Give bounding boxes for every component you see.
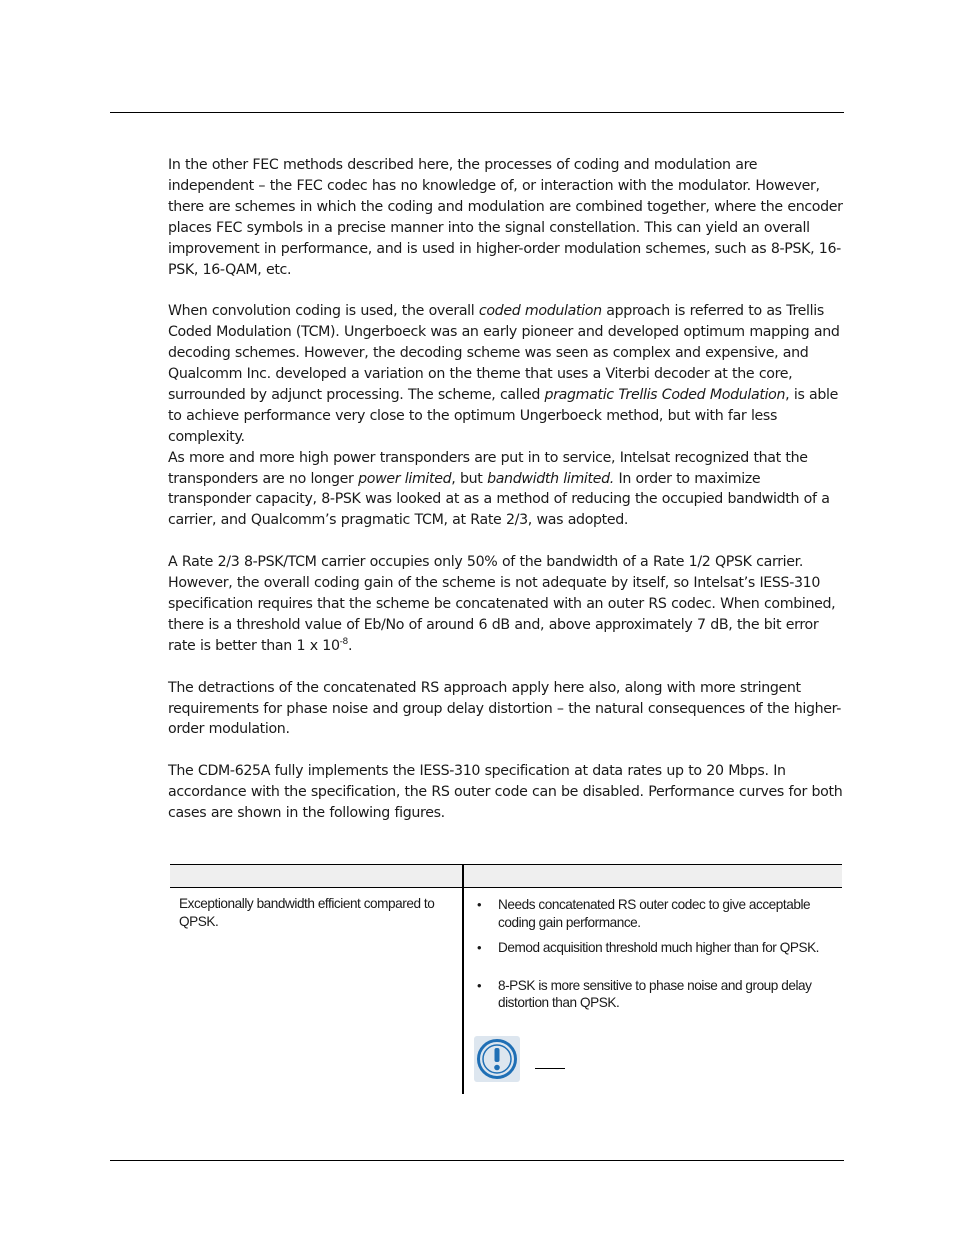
emphasis-pragmatic-tcm: pragmatic Trellis Coded Modulation xyxy=(544,386,786,403)
text-run: When convolution coding is used, the overall xyxy=(168,303,479,320)
text-run: , but xyxy=(451,470,488,487)
text-run: , is able to achieve performance very close to the optimum Ungerboeck method, but with far less complexity. xyxy=(168,386,839,445)
paragraph-tcm xyxy=(168,301,844,447)
table-header-row xyxy=(170,864,842,888)
advantages-cell: Exceptionally bandwidth efficient compared to QPSK. xyxy=(179,896,435,929)
paragraph-intelsat xyxy=(168,448,844,532)
text-run: As more and more high power transponders are put in to service, Intelsat recognized that the transponders are no longer xyxy=(168,449,808,487)
text-run: A Rate 2/3 8-PSK/TCM carrier occupies only 50% of the bandwidth of a Rate 1/2 QPSK carrier. However, the overall coding gain of the scheme is not adequate by itself, so Intelsat’s IESS-310 specification requires that the scheme be concatenated with an outer RS codec. When combined, there is a threshold value of Eb/No of around 6 dB and, above approximately 7 dB, the bit error rate is better than 1 x 10 xyxy=(168,554,836,654)
table-column-divider xyxy=(462,864,464,1094)
paragraph-cdm625a: The CDM-625A fully implements the IESS-310 specification at data rates up to 20 Mbps. In accordance with the specification, the RS outer code can be disabled. Performance curves for both cases are shown in the following figures. xyxy=(168,763,843,822)
page-body xyxy=(168,155,844,824)
paragraph-rate-8psk xyxy=(168,552,844,657)
list-item: • Demod acquisition threshold much higher than for QPSK. xyxy=(475,939,835,957)
text-run: approach is referred to as Trellis Coded Modulation (TCM). Ungerboeck was an early pioneer and developed optimum mapping and decoding schemes. However, the decoding scheme was seen as complex and expensive, and Qualcomm Inc. developed a variation on the theme that uses a Viterbi decoder at the core, surrounded by adjunct processing. The scheme, called xyxy=(168,303,840,403)
text-run: In order to maximize transponder capacity, 8-PSK was looked at as a method of reducing the occupied bandwidth of a carrier, and Qualcomm’s pragmatic TCM, at Rate 2/3, was adopted. xyxy=(168,470,830,529)
paragraph-detractions: The detractions of the concatenated RS approach apply here also, along with more stringent requirements for phase noise and group delay distortion – the natural consequences of the higher-order modulation. xyxy=(168,679,842,738)
emphasis-coded-modulation: coded modulation xyxy=(478,303,602,320)
disadvantages-cell xyxy=(475,896,835,1012)
paragraph-fec-intro: In the other FEC methods described here, the processes of coding and modulation are independent – the FEC codec has no knowledge of, or interaction with the modulator. However, there are schemes in which the coding and modulation are combined together, where the encoder places FEC symbols in a precise manner into the signal constellation. This can yield an overall improvement in performance, and is used in higher-order modulation schemes, such as 8-PSK, 16-PSK, 16-QAM, etc. xyxy=(168,157,843,278)
list-item: • 8-PSK is more sensitive to phase noise and group delay distortion than QPSK. xyxy=(475,977,835,1012)
important-notice-icon xyxy=(474,1036,520,1082)
header-rule xyxy=(110,112,844,113)
footer-rule xyxy=(110,1160,844,1161)
emphasis-bandwidth-limited: bandwidth limited. xyxy=(487,470,614,487)
list-item: • Needs concatenated RS outer codec to give acceptable coding gain performance. xyxy=(475,896,835,931)
note-label-underline xyxy=(535,1068,565,1069)
text-run: . xyxy=(347,637,353,654)
emphasis-power-limited: power limited xyxy=(358,470,452,487)
comparison-table xyxy=(170,864,842,1094)
superscript-exponent: -8 xyxy=(339,636,348,647)
